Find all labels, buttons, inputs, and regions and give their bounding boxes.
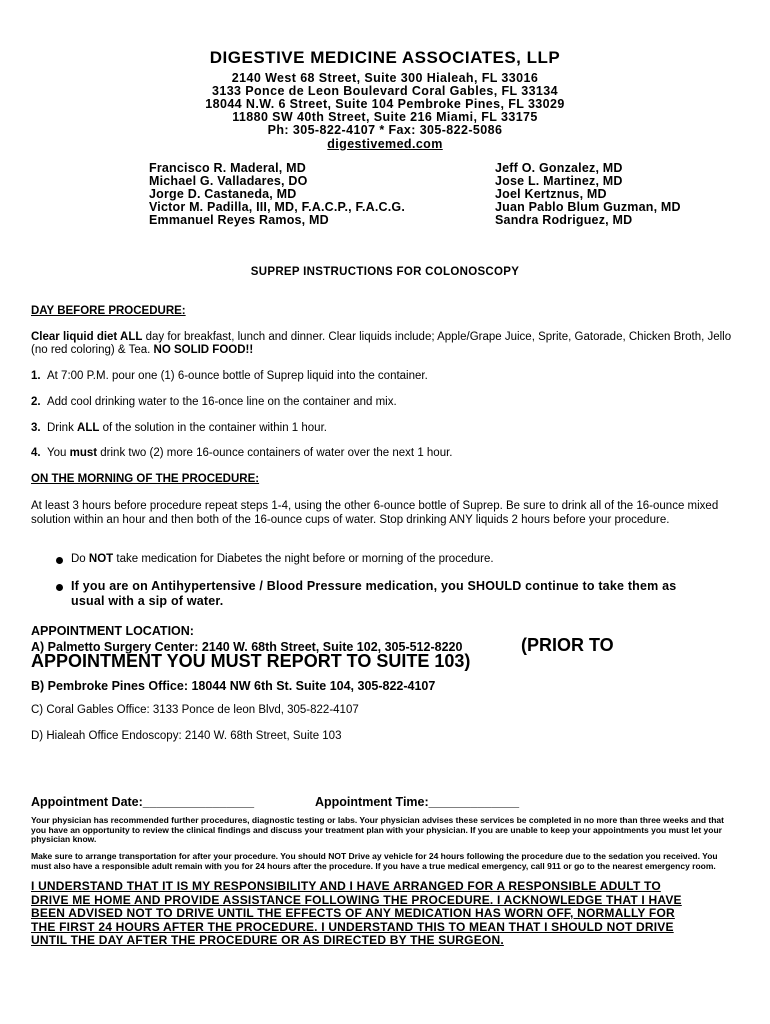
doctor-list-left <box>149 162 405 227</box>
morning-instructions: At least 3 hours before procedure repeat steps 1-4, using the other 6-ounce bottle of Suprep. Be sure to drink all of the 16-ounce mixed solution within an hour and then both of the 16-ounce cups of water. Stop drinking ANY liquids 2 hours before your procedure. <box>31 500 719 526</box>
statement-line: DRIVE ME HOME AND PROVIDE ASSISTANCE FOLLOWING THE PROCEDURE. I ACKNOWLEDGE THAT I HAVE <box>31 892 682 907</box>
statement-line: UNTIL THE DAY AFTER THE PROCEDURE OR AS DIRECTED BY THE SURGEON. <box>31 933 504 947</box>
doctor-name: Sandra Rodriguez, MD <box>495 213 633 227</box>
appointment-location-heading: APPOINTMENT LOCATION: <box>31 624 194 638</box>
address-line-1: 2140 West 68 Street, Suite 300 Hialeah, FL 33016 <box>231 71 539 85</box>
doctor-name: Michael G. Valladares, DO <box>149 174 308 188</box>
step-number: 1. <box>31 370 41 382</box>
step-text: Add cool drinking water to the 16-once line on the container and mix. <box>46 396 397 408</box>
appointment-date-field[interactable]: Appointment Date:________________ <box>31 795 255 809</box>
location-a-notice: (PRIOR TO <box>521 635 614 655</box>
website-link[interactable]: digestivemed.com <box>327 137 443 151</box>
address-line-2: 3133 Ponce de Leon Boulevard Coral Gables, FL 33134 <box>212 84 558 98</box>
step-text: Drink <box>46 422 78 434</box>
location-a: A) Palmetto Surgery Center: 2140 W. 68th Street, Suite 102, 305-512-8220 <box>31 640 463 654</box>
doctor-name: Francisco R. Maderal, MD <box>149 161 306 175</box>
note-emphasis: NOT <box>88 553 114 565</box>
practice-title: DIGESTIVE MEDICINE ASSOCIATES, LLP <box>209 48 561 67</box>
step-number: 3. <box>31 422 41 434</box>
step-1 <box>31 370 428 382</box>
phone-fax: Ph: 305-822-4107 * Fax: 305-822-5086 <box>267 123 503 137</box>
location-c: C) Coral Gables Office: 3133 Ponce de leon Blvd, 305-822-4107 <box>31 704 359 716</box>
diet-lead: Clear liquid diet ALL <box>31 331 143 343</box>
doctor-list-right <box>495 162 681 227</box>
day-before-heading: DAY BEFORE PROCEDURE: <box>31 305 186 317</box>
doctor-name: Victor M. Padilla, III, MD, F.A.C.P., F.A.C.G. <box>149 200 406 214</box>
step-emphasis: ALL <box>77 422 100 434</box>
doctor-name: Joel Kertznus, MD <box>495 187 607 201</box>
step-4 <box>31 447 452 459</box>
note-line: usual with a sip of water. <box>71 593 224 608</box>
doctor-name: Juan Pablo Blum Guzman, MD <box>495 200 681 214</box>
doctor-name: Jorge D. Castaneda, MD <box>149 187 297 201</box>
clear-liquid-diet-text <box>31 331 741 357</box>
step-emphasis: must <box>69 447 98 459</box>
responsibility-statement <box>31 880 682 948</box>
no-solid-food: NO SOLID FOOD!! <box>153 344 254 356</box>
location-d: D) Hialeah Office Endoscopy: 2140 W. 68th Street, Suite 103 <box>31 730 342 742</box>
note-text: Do <box>71 553 89 565</box>
diet-text: day for breakfast, lunch and dinner. Clear liquids include; Apple/Grape Juice, Sprite, Gatorade, Chicken Broth, Jello (no red coloring) & Tea. <box>31 331 732 356</box>
bullet-icon <box>56 557 63 564</box>
bullet-icon <box>56 584 63 591</box>
document-title: SUPREP INSTRUCTIONS FOR COLONOSCOPY <box>250 266 520 278</box>
address-line-4: 11880 SW 40th Street, Suite 216 Miami, FL 33175 <box>232 110 538 124</box>
location-b: B) Pembroke Pines Office: 18044 NW 6th St. Suite 104, 305-822-4107 <box>31 679 436 693</box>
statement-line: THE FIRST 24 HOURS AFTER THE PROCEDURE. I UNDERSTAND THIS TO MEAN THAT I SHOULD NOT DRIVE <box>31 919 674 934</box>
note-line: If you are on Antihypertensive / Blood Pressure medication, you SHOULD continue to take them as <box>71 579 677 593</box>
transportation-disclaimer: Make sure to arrange transportation for after your procedure. You should NOT Drive ay vehicle for 24 hours following the procedure due to the sedation you received. You must also have a responsible adult remain with you for 24 hours after the procedure. If you have a true medical emergency, call 911 or go to the nearest emergency room. <box>31 851 718 871</box>
doctor-name: Emmanuel Reyes Ramos, MD <box>149 213 329 227</box>
morning-heading: ON THE MORNING OF THE PROCEDURE: <box>31 473 260 485</box>
step-text: drink two (2) more 16-ounce containers of water over the next 1 hour. <box>97 447 453 459</box>
step-2 <box>31 396 397 408</box>
address-line-3: 18044 N.W. 6 Street, Suite 104 Pembroke Pines, FL 33029 <box>205 97 565 111</box>
diabetes-note <box>71 553 494 565</box>
step-3 <box>31 422 327 434</box>
step-text: At 7:00 P.M. pour one (1) 6-ounce bottle of Suprep liquid into the container. <box>46 370 428 382</box>
step-number: 4. <box>31 447 41 459</box>
doctor-name: Jeff O. Gonzalez, MD <box>495 161 623 175</box>
note-text: take medication for Diabetes the night before or morning of the procedure. <box>113 553 494 565</box>
step-number: 2. <box>31 396 41 408</box>
step-text: of the solution in the container within 1 hour. <box>99 422 327 434</box>
statement-line: BEEN ADVISED NOT TO DRIVE UNTIL THE EFFECTS OF ANY MEDICATION HAS WORN OFF, NORMALLY FOR <box>31 906 675 920</box>
doctor-name: Jose L. Martinez, MD <box>495 174 623 188</box>
follow-up-disclaimer: Your physician has recommended further procedures, diagnostic testing or labs. Your physician advises these services be completed in no more than three weeks and that you have an opportunity to review the clinical findings and discuss your treatment plan with your physician. If you are unable to keep your appointments you must let your physician know. <box>31 815 724 844</box>
statement-line: I UNDERSTAND THAT IT IS MY RESPONSIBILITY AND I HAVE ARRANGED FOR A RESPONSIBLE ADULT TO <box>31 879 661 893</box>
blood-pressure-note <box>71 579 676 608</box>
appointment-time-field[interactable]: Appointment Time:_____________ <box>315 795 520 809</box>
location-a-notice-cont: APPOINTMENT YOU MUST REPORT TO SUITE 103) <box>31 651 471 671</box>
step-text: You <box>46 447 70 459</box>
